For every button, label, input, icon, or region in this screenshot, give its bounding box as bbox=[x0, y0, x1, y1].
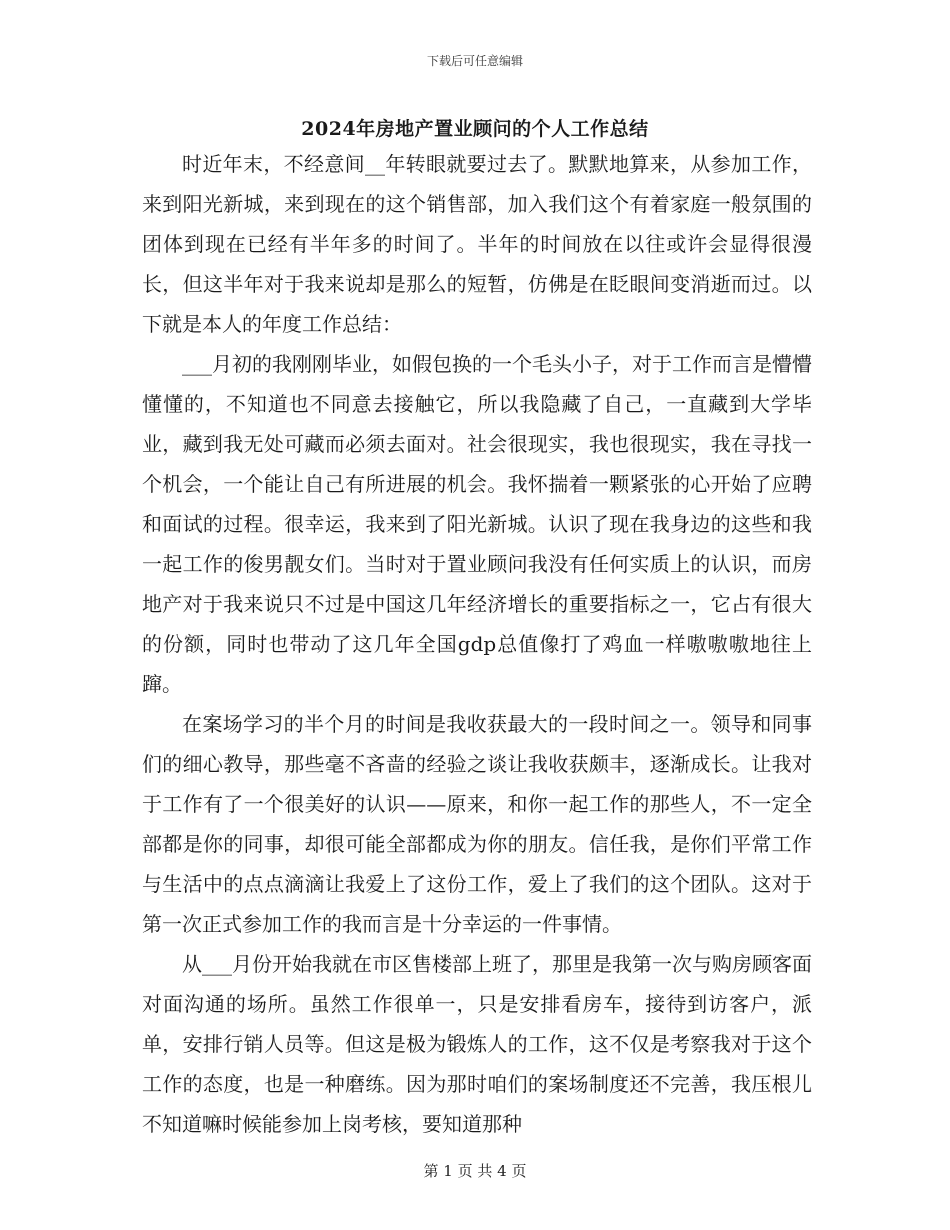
paragraph-3: 在案场学习的半个月的时间是我收获最大的一段时间之一。领导和同事们的细心教导，那些毫不吝啬的经验之谈让我收获颇丰，逐渐成长。让我对于工作有了一个很美好的认识——原来，和你一起工作的那些人，不一定全部都是你的同事，却很可能全部都成为你的朋友。信任我，是你们平常工作与生活中的点点滴滴让我爱上了这份工作，爱上了我们的这个团队。这对于第一次正式参加工作的我而言是十分幸运的一件事情。 bbox=[142, 712, 812, 936]
page-header-note: 下载后可任意编辑 bbox=[426, 54, 523, 68]
paragraph-4: 从___月份开始我就在市区售楼部上班了，那里是我第一次与购房顾客面对面沟通的场所。虽然工作很单一，只是安排看房车，接待到访客户，派单，安排行销人员等。但这是极为锻炼人的工作，这不仅是考察我对于这个工作的态度，也是一种磨练。因为那时咱们的案场制度还不完善，我压根儿不知道嘛时候能参加上岗考核，要知道那种 bbox=[142, 952, 812, 1136]
page-number: 第 1 页 共 4 页 bbox=[423, 1162, 527, 1180]
paragraph-2: ___月初的我刚刚毕业，如假包换的一个毛头小子，对于工作而言是懵懵懂懂的，不知道也不同意去接触它，所以我隐藏了自己，一直藏到大学毕业，藏到我无处可藏而必须去面对。社会很现实，我也很现实，我在寻找一个机会，一个能让自己有所进展的机会。我怀揣着一颗紧张的心开始了应聘和面试的过程。很幸运，我来到了阳光新城。认识了现在我身边的这些和我一起工作的俊男靓女们。当时对于置业顾问我没有任何实质上的认识，而房地产对于我来说只不过是中国这几年经济增长的重要指标之一，它占有很大的份额，同时也带动了这几年全国gdp总值像打了鸡血一样嗷嗷嗷地往上蹿。 bbox=[142, 352, 812, 696]
paragraph-1: 时近年末，不经意间__年转眼就要过去了。默默地算来，从参加工作，来到阳光新城，来到现在的这个销售部，加入我们这个有着家庭一般氛围的团体到现在已经有半年多的时间了。半年的时间放在以往或许会显得很漫长，但这半年对于我来说却是那么的短暂，仿佛是在眨眼间变消逝而过。以下就是本人的年度工作总结： bbox=[142, 152, 812, 336]
document-body bbox=[142, 144, 812, 1144]
document-title: 2024年房地产置业顾问的个人工作总结 bbox=[301, 118, 649, 140]
